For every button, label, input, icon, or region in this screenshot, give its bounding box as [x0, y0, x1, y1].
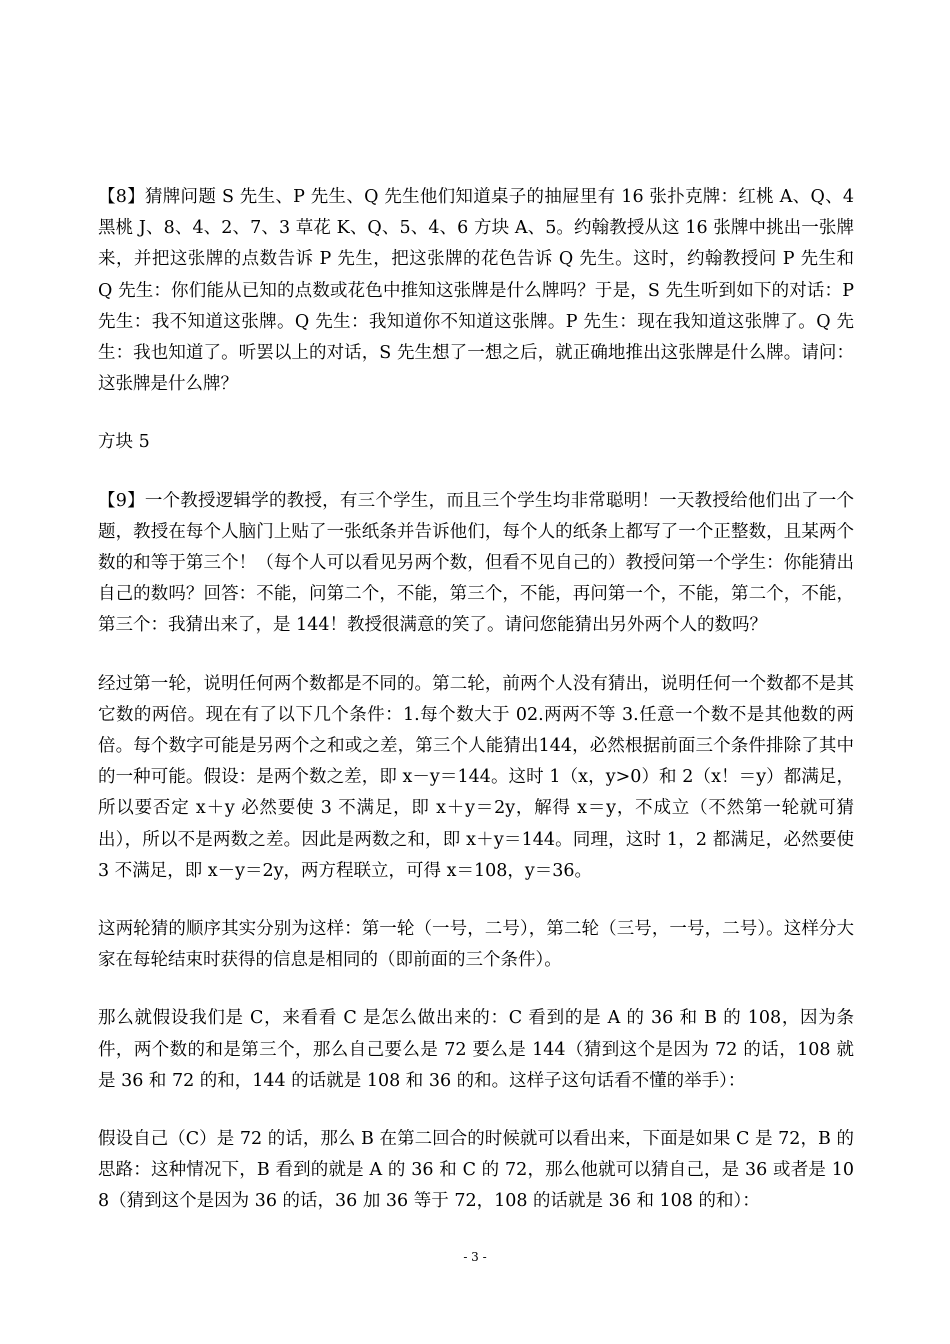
paragraph-solution-2: 这两轮猜的顺序其实分别为这样：第一轮（一号，二号），第二轮（三号，一号，二号）。这样分大家在每轮结束时获得的信息是相同的（即前面的三个条件）。: [98, 919, 854, 971]
paragraph-solution-3: 那么就假设我们是 C，来看看 C 是怎么做出来的：C 看到的是 A 的 36 和 B 的 108，因为条件，两个数的和是第三个，那么自己要么是 72 要么是 144（猜到这个是因为 72 的话，108 就是 36 和 72 的和，144 的话就是 108 和 36 的和。这样子这句话看不懂的举手）：: [98, 1008, 854, 1091]
document-body: [98, 182, 854, 1245]
paragraph-solution-1: 经过第一轮，说明任何两个数都是不同的。第二轮，前两个人没有猜出，说明任何一个数都不是其它数的两倍。现在有了以下几个条件：1.每个数大于 02.两两不等 3.任意一个数不是其他数的两倍。每个数字可能是另两个之和或之差，第三个人能猜出144，必然根据前面三个条件排除了其中的一种可能。假设：是两个数之差，即 x－y＝144。这时 1（x，y>0）和 2（x！＝y）都满足，所以要否定 x＋y 必然要使 3 不满足，即 x＋y＝2y，解得 x＝y，不成立（不然第一轮就可猜出），所以不是两数之差。因此是两数之和，即 x＋y＝144。同理，这时 1，2 都满足，必然要使 3 不满足，即 x－y＝2y，两方程联立，可得 x＝108，y＝36。: [98, 673, 854, 881]
paragraph-solution-4: 假设自己（C）是 72 的话，那么 B 在第二回合的时候就可以看出来，下面是如果 C 是 72，B 的思路：这种情况下，B 看到的就是 A 的 36 和 C 的 72，那么他就可以猜自己，是 36 或者是 108（猜到这个是因为 36 的话，36 加 36 等于 72，108 的话就是 36 和 108 的和）：: [98, 1129, 854, 1212]
paragraph-problem-8: 【8】猜牌问题 S 先生、P 先生、Q 先生他们知道桌子的抽屉里有 16 张扑克牌：红桃 A、Q、4 黑桃 J、8、4、2、7、3 草花 K、Q、5、4、6 方块 A、5。约翰教授从这 16 张牌中挑出一张牌来，并把这张牌的点数告诉 P 先生，把这张牌的花色告诉 Q 先生。这时，约翰教授问 P 先生和 Q 先生：你们能从已知的点数或花色中推知这张牌是什么牌吗？于是，S 先生听到如下的对话：P 先生：我不知道这张牌。Q 先生：我知道你不知道这张牌。P 先生：现在我知道这张牌了。Q 先生：我也知道了。听罢以上的对话，S 先生想了一想之后，就正确地推出这张牌是什么牌。请问：这张牌是什么牌？: [98, 187, 854, 395]
page-number: - 3 -: [463, 1250, 487, 1264]
paragraph-problem-9: 【9】一个教授逻辑学的教授，有三个学生，而且三个学生均非常聪明！一天教授给他们出了一个题，教授在每个人脑门上贴了一张纸条并告诉他们，每个人的纸条上都写了一个正整数，且某两个数的和等于第三个！（每个人可以看见另两个数，但看不见自己的）教授问第一个学生：你能猜出自己的数吗？回答：不能，问第二个，不能，第三个，不能，再问第一个，不能，第二个，不能，第三个：我猜出来了，是 144！教授很满意的笑了。请问您能猜出另外两个人的数吗？: [98, 490, 854, 636]
paragraph-answer-8: 方块 5: [98, 432, 150, 453]
